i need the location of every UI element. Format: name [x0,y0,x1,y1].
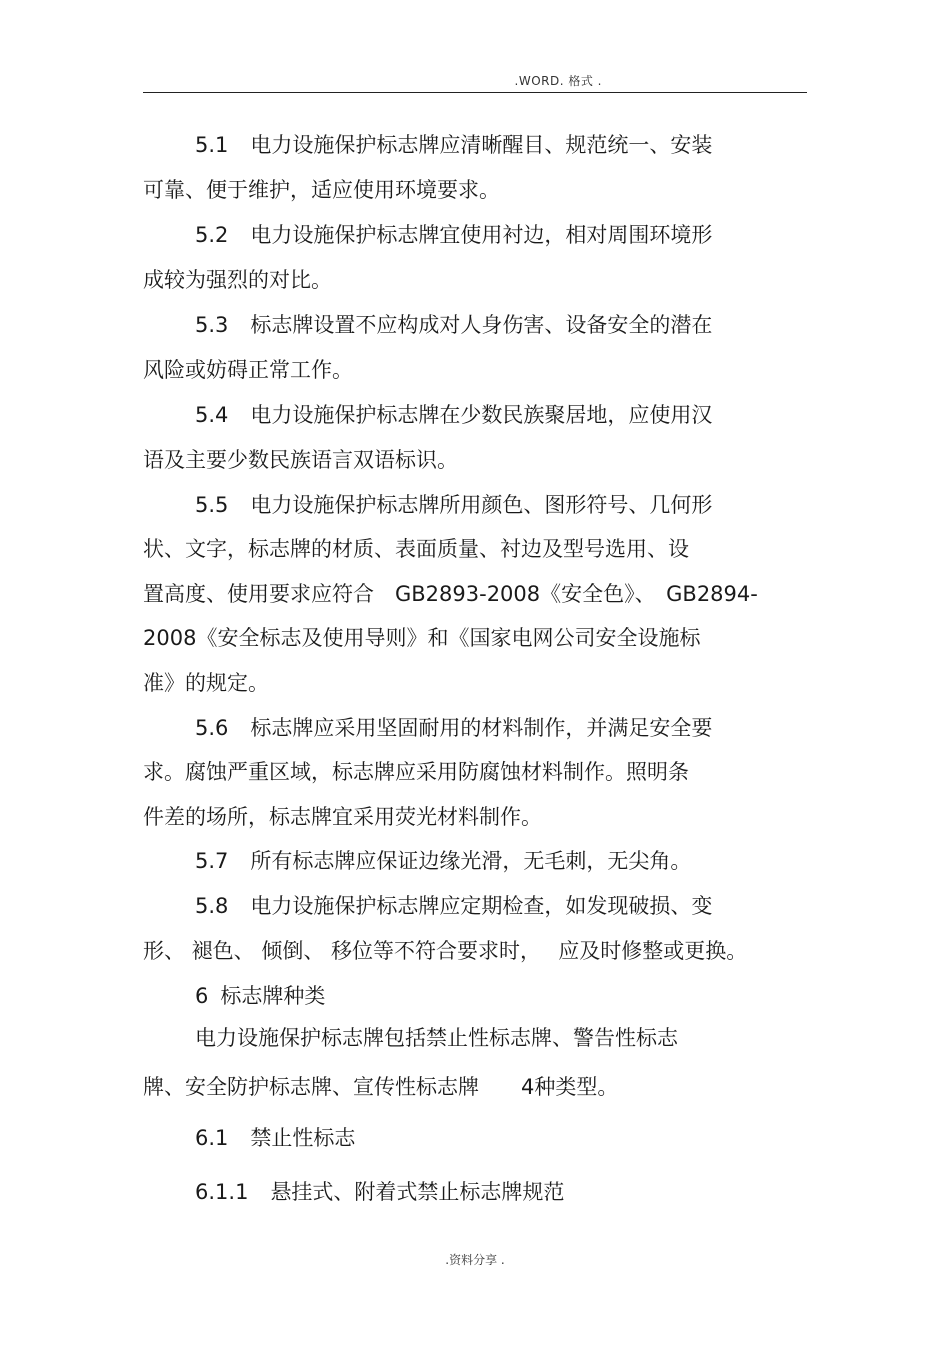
paragraph-line [195,892,712,920]
line-text: 成较为强烈的对比。 [143,268,332,292]
paragraph-line [195,714,712,742]
paragraph-line [195,401,712,429]
paragraph-line [195,491,712,519]
section-number: 5.6 [195,716,229,740]
paragraph-line [195,131,712,159]
line-text: 状、文字，标志牌的材质、表面质量、衬边及型号选用、设 [143,537,689,561]
line-text: 2008《安全标志及使用导则》和《国家电网公司安全设施标 [143,626,701,650]
section-number: 5.5 [195,493,229,517]
section-number: 5.8 [195,894,229,918]
line-text: 标志牌应采用坚固耐用的材料制作，并满足安全要 [250,716,713,740]
section-number: 5.4 [195,403,229,427]
line-text: 件差的场所，标志牌宜采用荧光材料制作。 [143,805,542,829]
heading-text: 悬挂式、附着式禁止标志牌规范 [270,1180,565,1204]
line-text: 标志牌设置不应构成对人身伤害、设备安全的潜在 [250,313,713,337]
section-heading [195,982,325,1010]
line-text: 电力设施保护标志牌所用颜色、图形符号、几何形 [250,493,713,517]
section-number: 6.1 [195,1126,229,1150]
line-text: 形、 褪色、 倾倒、 移位等不符合要求时， 应及时修整或更换。 [143,939,748,963]
line-text: 可靠、便于维护，适应使用环境要求。 [143,178,500,202]
line-text: 电力设施保护标志牌宜使用衬边，相对周围环境形 [250,223,713,247]
line-text: 电力设施保护标志牌在少数民族聚居地，应使用汉 [250,403,713,427]
page-header [143,68,807,93]
line-text: 电力设施保护标志牌应清晰醒目、规范统一、安装 [250,133,713,157]
paragraph-line [195,311,712,339]
paragraph-line [195,847,691,875]
line-text: 语及主要少数民族语言双语标识。 [143,448,458,472]
line-text: 求。腐蚀严重区域，标志牌应采用防腐蚀材料制作。照明条 [143,760,689,784]
section-number: 6.1.1 [195,1180,249,1204]
line-text: 置高度、使用要求应符合 GB2893-2008《安全色》、 GB2894- [143,582,758,606]
line-text: 电力设施保护标志牌应定期检查，如发现破损、变 [250,894,713,918]
header-text: .WORD. 格式 . [514,74,602,88]
line-text: 准》的规定。 [143,671,269,695]
heading-text: 禁止性标志 [250,1126,356,1150]
paragraph-line [195,221,712,249]
line-text: 所有标志牌应保证边缘光滑，无毛刺，无尖角。 [250,849,692,873]
section-number: 5.2 [195,223,229,247]
section-heading [195,1124,355,1152]
section-number: 6 [195,984,209,1008]
line-text: 牌、安全防护标志牌、宣传性标志牌 4种类型。 [143,1075,619,1099]
section-number: 5.1 [195,133,229,157]
line-text: 电力设施保护标志牌包括禁止性标志牌、警告性标志 [195,1026,678,1050]
section-number: 5.3 [195,313,229,337]
line-text: 风险或妨碍正常工作。 [143,358,353,382]
page-footer: .资料分享 . [445,1253,505,1267]
section-heading [195,1178,564,1206]
heading-text: 标志牌种类 [220,984,326,1008]
section-number: 5.7 [195,849,229,873]
